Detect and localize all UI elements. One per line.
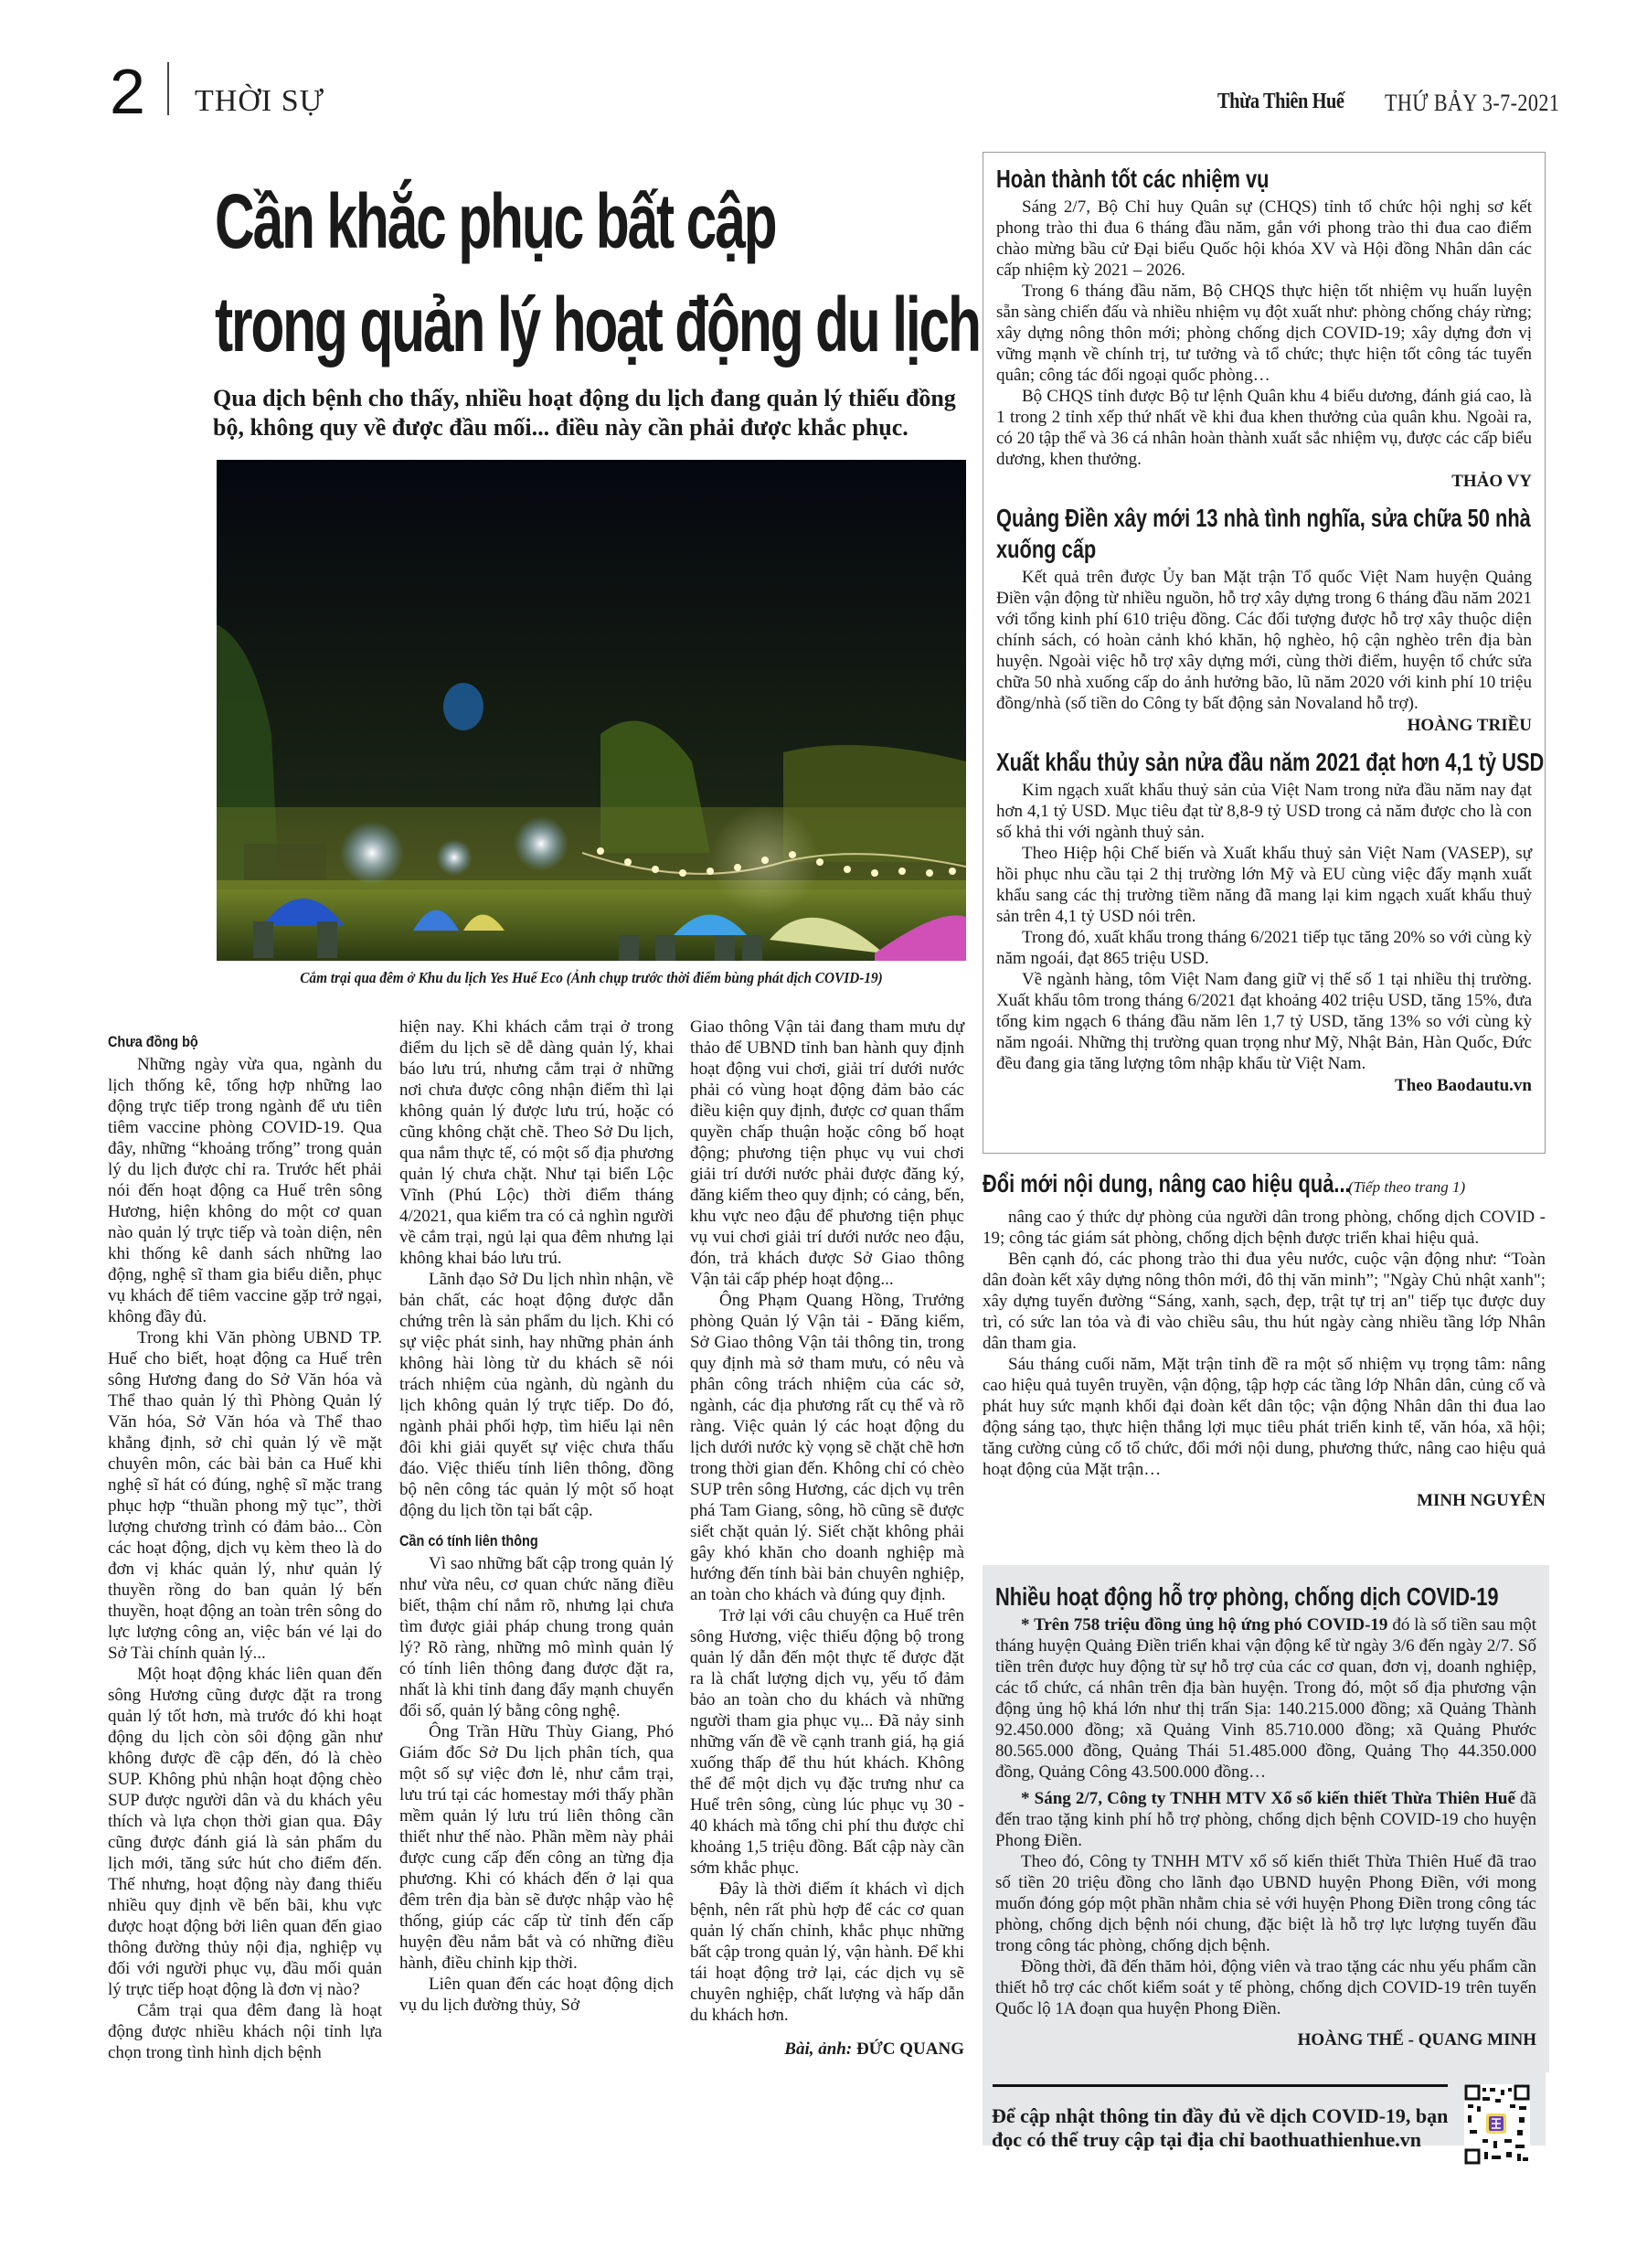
section-label: THỜI SỰ bbox=[195, 84, 324, 118]
item-2-text: đã đến trao tặng kinh phí hỗ trợ phòng, chống dịch bệnh COVID-19 cho huyện Phong Điền. bbox=[995, 1789, 1536, 1850]
paragraph: Lãnh đạo Sở Du lịch nhìn nhận, về bản chất, các hoạt động được dẫn chứng trên là sản phẩm du lịch. Khi có sự việc phát sinh, hay những phản ánh không hài lòng từ du khách sẽ nói trách nhiệm của ngành, dù ngành du lịch không quản lý trực tiếp. Do đó, ngành phải phối hợp, tìm hiểu lại nên đôi khi giải quyết sự việc chưa thấu đáo. Việc thiếu tính liên thông, đồng bộ nên công tác quản lý một số hoạt động du lịch tồn tại bất cập. bbox=[399, 1270, 674, 1520]
campsite-illustration-icon bbox=[217, 460, 966, 961]
paragraph: Về ngành hàng, tôm Việt Nam đang giữ vị thế số 1 tại nhiều thị trường. Xuất khẩu tôm trong tháng 6/2021 đạt khoảng 402 triệu USD, tăng 15%, đưa tổng kim ngạch 6 tháng đầu năm lên 1,7 tỷ USD, tăng 13% so với cùng kỳ năm ngoái. Những thị trường quan trọng như Mỹ, Nhật Bản, Hàn Quốc, Đức đều đang gia tăng lượng tôm nhập khẩu từ Việt Nam. bbox=[996, 970, 1533, 1073]
continued-byline: MINH NGUYÊN bbox=[1417, 1491, 1546, 1510]
article-byline bbox=[690, 2039, 964, 2060]
headline-line-2: trong quản lý hoạt động du lịch bbox=[215, 282, 980, 367]
item-1-lead: * Trên 758 triệu đồng ủng hộ ứng phó COVID-19 bbox=[1021, 1615, 1388, 1634]
header-divider bbox=[167, 62, 169, 115]
subhead-chua-dong-bo: Chưa đồng bộ bbox=[108, 1033, 198, 1050]
paragraph: Trong 6 tháng đầu năm, Bộ CHQS thực hiện tốt nhiệm vụ huấn luyện sẵn sàng chiến đấu và nhiều nhiệm vụ đột xuất như: phòng chống cháy rừng; xây dựng nông thôn mới; phòng chống dịch COVID-19; xây dựng đơn vị vững mạnh về chính trị, tư tưởng và tổ chức; thực hiện tốt công tác tuyển quân; công tác đối ngoại quốc phòng… bbox=[996, 282, 1532, 385]
paragraph: Kết quả trên được Ủy ban Mặt trận Tổ quốc Việt Nam huyện Quảng Điền vận động từ nhiều nguồn, hỗ trợ xây dựng trong 6 tháng đầu năm 2021 với tổng kinh phí 610 triệu đồng. Các đối tượng được hỗ trợ xây thuộc diện chính sách, có hoàn cảnh khó khăn, hộ nghèo, hộ cận nghèo trên địa bàn huyện. Ngoài việc hỗ trợ xây dựng mới, cùng thời điểm, huyện tổ chức sửa chữa 50 nhà xuống cấp do ảnh hưởng bão, lũ năm 2020 với kinh phí 10 triệu đồng/nhà (số tiền do Công ty bất động sản Novaland hỗ trợ). bbox=[996, 568, 1532, 713]
brief-1-byline: THẢO VY bbox=[1451, 472, 1532, 491]
paragraph: Liên quan đến các hoạt động dịch vụ du lịch đường thủy, Sở bbox=[399, 1975, 674, 2015]
paragraph bbox=[995, 1788, 1536, 1851]
article-column-3 bbox=[690, 1017, 964, 2060]
paragraph: Đồng thời, đã đến thăm hỏi, động viên và trao tặng các nhu yếu phẩm cần thiết hỗ trợ các chốt kiểm soát y tế phòng, chống dịch COVID-19 trên tuyến Quốc lộ 1A đoạn qua huyện Phong Điền. bbox=[995, 1957, 1536, 2018]
byline-label: Bài, ảnh: bbox=[784, 2039, 853, 2059]
continued-title: Đổi mới nội dung, nâng cao hiệu quả... bbox=[983, 1169, 1351, 1198]
page-number: 2 bbox=[110, 56, 145, 127]
paragraph: Ông Phạm Quang Hồng, Trưởng phòng Quản lý Vận tải - Đăng kiểm, Sở Giao thông Vận tải thông tin, trong quy định mà sở tham mưu, có nêu và phân công trách nhiệm của các sở, ngành, các địa phương rất cụ thể và rõ ràng. Việc quản lý các hoạt động du lịch dưới nước kỳ vọng sẽ chặt chẽ hơn trong thời gian đến. Không chỉ có chèo SUP trên sông Hương, các dịch vụ trên phá Tam Giang, sông, hồ cũng sẽ được siết chặt quản lý. Siết chặt không phải gây khó khăn cho doanh nghiệp mà hướng đến tính bài bản chuyên nghiệp, an toàn cho khách và đúng quy định. bbox=[690, 1291, 964, 1604]
item-2-lead: * Sáng 2/7, Công ty TNHH MTV Xổ số kiến thiết Thừa Thiên Huế bbox=[1021, 1789, 1515, 1808]
brief-1-title: Hoàn thành tốt các nhiệm vụ bbox=[996, 165, 1270, 193]
paragraph: nâng cao ý thức dự phòng của người dân trong phòng, chống dịch COVID - 19; công tác giám sát phòng, chống dịch bệnh được triển khai hiệu quả. bbox=[983, 1208, 1546, 1248]
continued-note: (Tiếp theo trang 1) bbox=[1348, 1178, 1466, 1196]
paragraph: Trong khi Văn phòng UBND TP. Huế cho biết, hoạt động ca Huế trên sông Hương đang do Sở Văn hóa và Thể thao quản lý thì Phòng Quản lý Văn hóa, Sở Văn hóa và Thể thao khẳng định, sở chỉ quản lý về mặt chuyên môn, các bài bản ca Huế khi nghệ sĩ hát có đúng, nghệ sĩ mặc trang phục hợp “thuần phong mỹ tục”, thời lượng chương trình có đảm bảo... Còn các hoạt động, dịch vụ kèm theo là do đơn vị khác quản lý, như quản lý thuyền rồng do ban quản lý bến thuyền, hoạt động an toàn trên sông do lực lượng công an, việc bán vé lại do Sở Tài chính quản lý... bbox=[108, 1328, 382, 1663]
paragraph: Bên cạnh đó, các phong trào thi đua yêu nước, cuộc vận động như: “Toàn dân đoàn kết xây dựng nông thôn mới, đô thị văn minh”; "Ngày Chủ nhật xanh"; xây dựng tuyến đường “Sáng, xanh, sạch, đẹp, trật tự trị an" tiếp tục được duy trì, có sức lan tỏa và đi vào chiều sâu, thu hút ngày càng nhiều tầng lớp Nhân dân tham gia. bbox=[983, 1250, 1546, 1353]
paragraph: Bộ CHQS tỉnh được Bộ tư lệnh Quân khu 4 biểu dương, đánh giá cao, là 1 trong 2 tỉnh xếp thứ nhất về khi đua khen thưởng của quân khu. Ngoài ra, có 20 tập thể và 36 cá nhân hoàn thành xuất sắc nhiệm vụ, được các cấp biểu dương, khen thưởng. bbox=[996, 387, 1532, 469]
paragraph: Sáu tháng cuối năm, Mặt trận tỉnh đề ra một số nhiệm vụ trọng tâm: nâng cao hiệu quả tuyên truyền, vận động, tập hợp các tầng lớp Nhân dân, củng cố và phát huy sức mạnh khối đại đoàn kết dân tộc; vận động Nhân dân thi đua lao động sáng tạo, thực hiện thắng lợi mục tiêu phát triển kinh tế, văn hóa, xã hội; tăng cường củng cố tổ chức, đổi mới nội dung, phương thức, nâng cao hiệu quả hoạt động của Mặt trận… bbox=[983, 1355, 1546, 1479]
brief-2-byline: HOÀNG TRIỀU bbox=[1407, 716, 1532, 735]
brief-1-body bbox=[996, 197, 1532, 470]
paragraph: Vì sao những bất cập trong quản lý như vừa nêu, cơ quan chức năng điều biết, thậm chí nắm rõ, nhưng lại chưa tìm được giải pháp chung trong quản lý? Rõ ràng, những mô mình quản lý có tính liên thông đang được đặt ra, nhất là khi tỉnh đang đẩy mạnh chuyển đổi số, quản lý bằng công nghệ. bbox=[399, 1554, 674, 1720]
cta-divider bbox=[993, 2084, 1448, 2087]
brief-3-body bbox=[996, 780, 1532, 1074]
paragraph: Sáng 2/7, Bộ Chỉ huy Quân sự (CHQS) tỉnh tổ chức hội nghị sơ kết phong trào thi đua 6 tháng đầu năm, gắn với phong trào thi đua cao điểm chào mừng bầu cử Đại biểu Quốc hội khóa XV và Hội đồng Nhân dân các cấp nhiệm kỳ 2021 – 2026. bbox=[996, 197, 1532, 280]
paragraph: Một hoạt động khác liên quan đến sông Hương cũng được đặt ra trong quản lý tốt hơn, mà trước đó khi hoạt động du lịch còn sôi động gần như không được đề cập đến, đó là chèo SUP. Không phủ nhận hoạt động chèo SUP được người dân và du khách yêu thích và lựa chọn thời gian qua. Đây cũng được đánh giá là sản phẩm du lịch mới, tăng sức hút cho điểm đến. Thế nhưng, hoạt động này đang thiếu nhiều quy định về bến bãi, khu vực được hoạt động bởi liên quan đến giao thông đường thủy nội địa, nghiệp vụ đối với người phục vụ, đầu mối quản lý trực tiếp hoạt động là đơn vị nào? bbox=[108, 1665, 382, 1999]
article-sapo: Qua dịch bệnh cho thấy, nhiều hoạt động du lịch đang quản lý thiếu đồng bộ, không quy về được đầu mối... điều này cần phải được khắc phục. bbox=[213, 385, 956, 441]
paragraph: Những ngày vừa qua, ngành du lịch thống kê, tổng hợp những lao động trực tiếp trong ngành để ưu tiên tiêm vaccine phòng COVID-19. Qua đây, những “khoảng trống” trong quản lý du lịch được chỉ ra. Trước hết phải nói đến hoạt động ca Huế trên sông Hương, hiện không do một cơ quan nào quản lý trực tiếp và toàn diện, nên khi thống kê danh sách những lao động, nghệ sĩ tham gia biểu diễn, phục vụ khách để tiêm vaccine gặp trở ngại, không đầy đủ. bbox=[108, 1055, 382, 1326]
covid-support-box bbox=[983, 1565, 1549, 2072]
paragraph: Kim ngạch xuất khẩu thuỷ sản của Việt Nam trong nửa đầu năm nay đạt hơn 4,1 tỷ USD. Mục tiêu đạt từ 8,8-9 tỷ USD trong cả năm được cho là con số khả thi với ngành thuỷ sản. bbox=[996, 781, 1532, 842]
issue-date: THỨ BẢY 3-7-2021 bbox=[1385, 90, 1560, 116]
continued-title-row bbox=[983, 1168, 1546, 1199]
paragraph: Ông Trần Hữu Thùy Giang, Phó Giám đốc Sở Du lịch phân tích, qua một số sự việc đơn lẻ, như cắm trại, lưu trú tại các homestay mới thấy phần mềm quản lý lưu trú liên thông cần thiết như thế nào. Phần mềm này phải được cung cấp đến công an từng địa phương. Khi có khách đến ở lại qua đêm trên địa bàn sẽ được nhập vào hệ thống, giúp các cấp từ tỉnh đến cấp huyện đều nắm bắt và có những điều hành, điều chỉnh kịp thời. bbox=[399, 1722, 674, 1973]
main-headline bbox=[215, 170, 992, 377]
paragraph: Giao thông Vận tải đang tham mưu dự thảo để UBND tỉnh ban hành quy định hoạt động vui chơi, giải trí dưới nước phải có vùng hoạt động đảm bảo các điều kiện quy định, được cơ quan thẩm quyền chấp thuận hoặc công bố hoạt động; phương tiện phục vụ vui chơi giải trí dưới nước phải được đăng ký, đăng kiểm theo quy định; có cảng, bến, khu vực neo đậu để phương tiện phục vụ vui chơi giải trí dưới nước neo đậu, đón, trả khách được Sở Giao thông Vận tải cấp phép hoạt động... bbox=[690, 1017, 964, 1289]
item-1-text: đó là số tiền sau một tháng huyện Quảng Điền triển khai vận động kể từ ngày 3/6 đến ngày 2/7. Số tiền trên được huy động từ sự hỗ trợ của các cơ quan, đơn vị, doanh nghiệp, các tổ chức, cá nhân trên địa bàn huyện. Trong đó, một số địa phương vận động ủng hộ khá lớn như thị trấn Sịa: 140.215.000 đồng; xã Quảng Thành 92.450.000 đồng; xã Quảng Vinh 85.710.000 đồng; xã Quảng Phước 80.565.000 đồng, Quảng Thái 51.485.000 đồng, Quảng Thọ 44.350.000 đồng, Quảng Công 43.500.000 đồng… bbox=[995, 1615, 1536, 1782]
byline-name: ĐỨC QUANG bbox=[855, 2039, 964, 2059]
photo-caption: Cắm trại qua đêm ở Khu du lịch Yes Huế Eco (Ảnh chụp trước thời điểm bùng phát dịch COVID-19) bbox=[300, 969, 883, 986]
covid-box-byline: HOÀNG THẾ - QUANG MINH bbox=[1297, 2030, 1536, 2050]
paragraph: Cắm trại qua đêm đang là hoạt động được nhiều khách nội tỉnh lựa chọn trong tình hình dịch bệnh bbox=[108, 2001, 382, 2062]
brief-3-title: Xuất khẩu thủy sản nửa đầu năm 2021 đạt hơn 4,1 tỷ USD bbox=[996, 748, 1545, 776]
paragraph: Trong đó, xuất khẩu trong tháng 6/2021 tiếp tục tăng 20% so với cùng kỳ năm ngoái, đạt 865 triệu USD. bbox=[996, 928, 1532, 968]
covid-box-body bbox=[995, 1614, 1536, 2019]
paragraph: hiện nay. Khi khách cắm trại ở trong điểm du lịch sẽ dễ dàng quản lý, khai báo lưu trú, nhưng cắm trại ở những nơi chưa được công nhận điểm thì lại không quản lý được lưu trú, hoặc có cũng không chặt chẽ. Theo Sở Du lịch, qua nắm thực tế, có một số địa phương quản lý chưa chặt. Như tại biển Lộc Vĩnh (Phú Lộc) thời điểm tháng 4/2021, qua kiểm tra có cả nghìn người về cắm trại, ngủ lại qua đêm nhưng lại không khai báo lưu trú. bbox=[399, 1017, 674, 1268]
paragraph: Đây là thời điểm ít khách vì dịch bệnh, nên rất phù hợp để các cơ quan quản lý chấn chỉnh, khắc phục những bất cập trong quản lý, vận hành. Để khi tái hoạt động trở lại, các dịch vụ sẽ chuyên nghiệp, chất lượng và hấp dẫn du khách hơn. bbox=[690, 1879, 964, 2025]
headline-line-1: Cần khắc phục bất cập bbox=[215, 178, 776, 264]
paragraph: Theo Hiệp hội Chế biến và Xuất khẩu thuỷ sản Việt Nam (VASEP), sự hồi phục nhu cầu tại 2 thị trường lớn Mỹ và EU cùng việc đẩy mạnh xuất khẩu sang các thị trường tiềm năng đã mang lại kim ngạch xuất khẩu thuỷ sản trên 4,1 tỷ USD nói trên. bbox=[996, 844, 1532, 926]
brief-2-body bbox=[996, 567, 1532, 714]
paragraph bbox=[995, 1614, 1536, 1783]
paragraph: Theo đó, Công ty TNHH MTV xổ số kiến thiết Thừa Thiên Huế đã trao số tiền 20 triệu đồng cho lãnh đạo UBND huyện Phong Điền, với mong muốn đóng góp một phần nhằm chia sẻ với huyện Phong Điền trong công tác phòng, chống dịch bệnh nói chung, đặc biệt là hỗ trợ lực lượng tuyến đầu trong công tác phòng, chống dịch bệnh. bbox=[995, 1852, 1536, 1955]
brief-3-byline: Theo Baodautu.vn bbox=[1395, 1076, 1532, 1095]
brief-2-title: Quảng Điền xây mới 13 nhà tình nghĩa, sửa chữa 50 nhà xuống cấp bbox=[996, 504, 1531, 563]
article-column-1 bbox=[108, 1031, 382, 2063]
cta-text: Để cập nhật thông tin đầy đủ về dịch COVID-19, bạn đọc có thể truy cập tại địa chỉ baothuathienhue.vn bbox=[992, 2104, 1449, 2151]
qr-code-icon[interactable] bbox=[1464, 2084, 1530, 2165]
paragraph: Trở lại với câu chuyện ca Huế trên sông Hương, việc thiếu động bộ trong quản lý dẫn đến một thực tế được đặt ra là chất lượng dịch vụ, yếu tố đảm bảo an toàn cho du khách và những người tham gia phục vụ... Đã nảy sinh những vấn đề về cạnh tranh giá, hạ giá xuống thấp để thu hút khách. Không thể để một dịch vụ đặc trưng như ca Huế trên sông, cùng lúc phục vụ 30 - 40 khách mà tổng chi phí thu được chỉ khoảng 1,5 triệu đồng. Bất cập này cần sớm khắc phục. bbox=[690, 1606, 964, 1878]
subhead-can-co-tinh-lien-thong: Cần có tính liên thông bbox=[399, 1532, 538, 1549]
paper-name: Thừa Thiên Huế bbox=[1217, 90, 1344, 113]
covid-box-title: Nhiều hoạt động hỗ trợ phòng, chống dịch COVID-19 bbox=[995, 1582, 1499, 1611]
article-column-2 bbox=[399, 1017, 674, 2016]
news-brief-box bbox=[983, 152, 1546, 1154]
campsite-photo bbox=[217, 460, 966, 961]
continued-article bbox=[983, 1168, 1546, 1515]
continued-body bbox=[983, 1207, 1546, 1480]
